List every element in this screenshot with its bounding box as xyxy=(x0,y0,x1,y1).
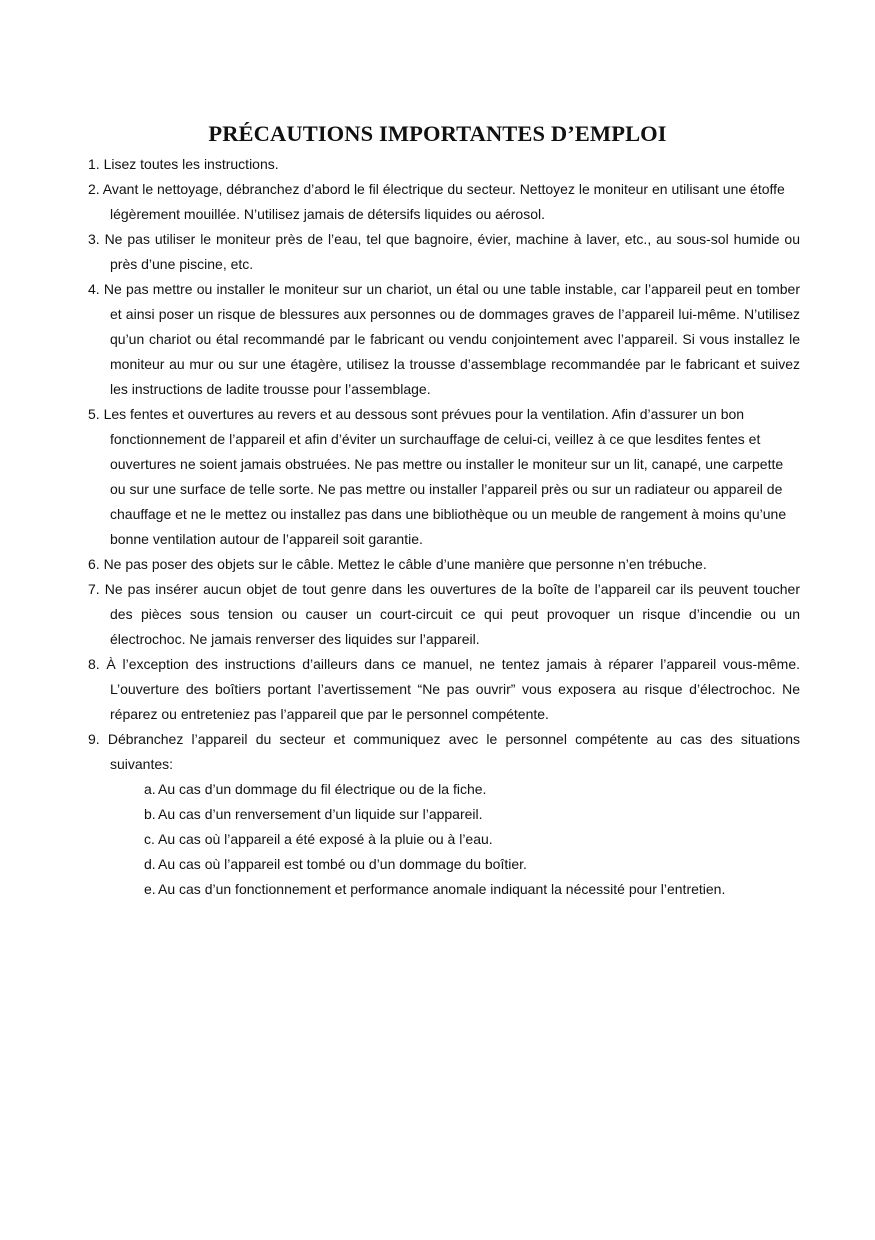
situations-sublist xyxy=(110,777,800,902)
list-item-2: 2. Avant le nettoyage, débranchez d’abord le fil électrique du secteur. Nettoyez le moniteur en utilisant une étoffe légèrement mouillée. N’utilisez jamais de détersifs liquides ou aérosol. xyxy=(88,181,785,222)
list-item-9 xyxy=(88,727,800,902)
list-item-3: 3. Ne pas utiliser le moniteur près de l’eau, tel que bagnoire, évier, machine à laver, etc., au sous-sol humide ou près d’une piscine, etc. xyxy=(88,231,800,272)
sublist-item-d xyxy=(110,852,800,877)
sublist-letter: b. xyxy=(144,806,156,822)
sublist-text: Au cas d’un dommage du fil électrique ou de la fiche. xyxy=(158,781,487,797)
list-item-6: 6. Ne pas poser des objets sur le câble. Mettez le câble d’une manière que personne n’en trébuche. xyxy=(88,556,707,572)
list-item-8: 8. À l’exception des instructions d’ailleurs dans ce manuel, ne tentez jamais à réparer l’appareil vous-même. L’ouverture des boîtiers portant l’avertissement “Ne pas ouvrir” vous exposera au risque d’électrochoc. Ne réparez ou entreteniez pas l’appareil que par le personnel compétente. xyxy=(88,656,800,722)
list-item-1: 1. Lisez toutes les instructions. xyxy=(88,156,279,172)
sublist-text: Au cas où l’appareil a été exposé à la pluie ou à l’eau. xyxy=(158,831,493,847)
sublist-item-c xyxy=(110,827,800,852)
sublist-letter: e. xyxy=(144,881,156,897)
sublist-text: Au cas d’un renversement d’un liquide sur l’appareil. xyxy=(158,806,483,822)
page-title: PRÉCAUTIONS IMPORTANTES D’EMPLOI xyxy=(208,121,667,146)
sublist-text: Au cas où l’appareil est tombé ou d’un dommage du boîtier. xyxy=(158,856,527,872)
list-item-9-text: 9. Débranchez l’appareil du secteur et communiquez avec le personnel compétente au cas des situations suivantes: xyxy=(88,731,800,772)
sublist-item-e xyxy=(110,877,800,902)
sublist-letter: d. xyxy=(144,856,156,872)
precautions-list xyxy=(88,152,800,902)
sublist-item-b xyxy=(110,802,800,827)
sublist-item-a xyxy=(110,777,800,802)
sublist-letter: a. xyxy=(144,781,156,797)
list-item-7: 7. Ne pas insérer aucun objet de tout genre dans les ouvertures de la boîte de l’appareil car ils peuvent toucher des pièces sous tension ou causer un court-circuit ce qui peut provoquer un risque d’incendie ou un électrochoc. Ne jamais renverser des liquides sur l’appareil. xyxy=(88,581,800,647)
sublist-text: Au cas d’un fonctionnement et performance anomale indiquant la nécessité pour l’entretien. xyxy=(158,881,726,897)
list-item-4: 4. Ne pas mettre ou installer le moniteur sur un chariot, un étal ou une table instable, car l’appareil peut en tomber et ainsi poser un risque de blessures aux personnes ou de dommages graves de l’appareil lui-même. N’utilisez qu’un chariot ou étal recommandé par le fabricant ou vendu conjointement avec l’appareil. Si vous installez le moniteur au mur ou sur une étagère, utilisez la trousse d’assemblage recommandée par le fabricant et suivez les instructions de ladite trousse pour l’assemblage. xyxy=(88,281,800,397)
list-item-5: 5. Les fentes et ouvertures au revers et au dessous sont prévues pour la ventilation. Afin d’assurer un bon fonctionnement de l’appareil et afin d’éviter un surchauffage de celui-ci, veillez à ce que lesdites fentes et ouvertures ne soient jamais obstruées. Ne pas mettre ou installer le moniteur sur un lit, canapé, une carpette ou sur une surface de telle sorte. Ne pas mettre ou installer l’appareil près ou sur un radiateur ou appareil de chauffage et ne le mettez ou installez pas dans une bibliothèque ou un meuble de rangement à moins qu’une bonne ventilation autour de l’appareil soit garantie. xyxy=(88,406,787,547)
sublist-letter: c. xyxy=(144,831,155,847)
